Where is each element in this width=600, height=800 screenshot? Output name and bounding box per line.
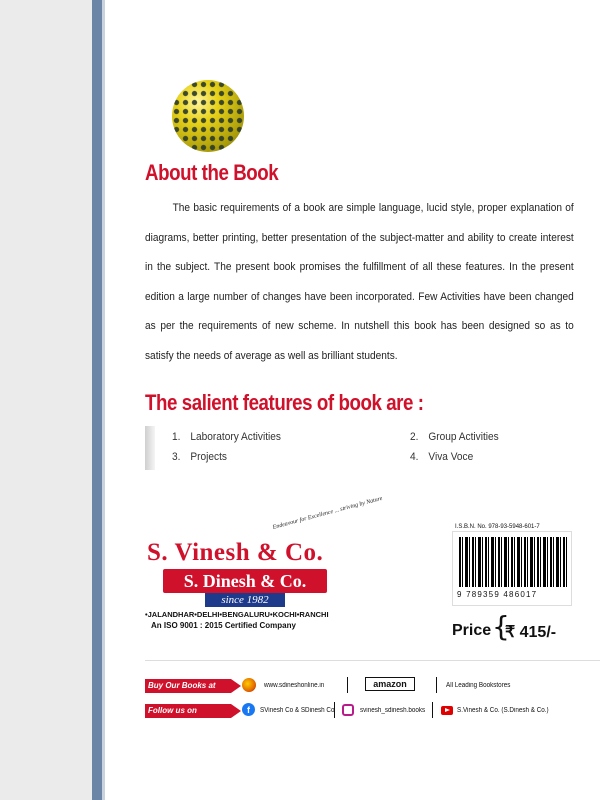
feature-num: 1. [172, 431, 181, 443]
blue-spine-bar [92, 0, 102, 800]
separator [347, 677, 348, 693]
publisher-since: since 1982 [205, 593, 285, 607]
publisher-cities: •JALANDHAR•DELHI•BENGALURU•KOCHI•RANCHI [145, 610, 329, 619]
feature-item [172, 451, 227, 463]
about-paragraph-text: The basic requirements of a book are simple language, lucid style, proper explanation of diagrams, better printing, better presentation of the subject-matter and ability to create interest in the subject. The present book promises the fulfillment of all these features. In the present edition a large number of changes have been incorporated. Few Activities have been changed as per the requirements of new scheme. In nutshell this book has been designed so as to satisfy the needs of average as well as brilliant students. [145, 202, 574, 362]
feature-label: Group Activities [428, 431, 499, 443]
globe-icon [242, 678, 256, 692]
price-value: ₹ 415/- [505, 624, 557, 641]
separator [432, 702, 433, 718]
price-brace: { [492, 610, 510, 643]
feature-label: Laboratory Activities [190, 431, 281, 443]
feature-num: 3. [172, 451, 181, 463]
barcode-digits: 9 789359 486017 [457, 590, 538, 599]
about-paragraph [145, 194, 574, 371]
youtube-icon[interactable] [441, 706, 453, 715]
publisher-iso: An ISO 9001 : 2015 Certified Company [151, 621, 296, 630]
barcode-bars [459, 537, 567, 587]
publisher-tagline: Endeavour for Excellence ... striving by Nature [272, 495, 384, 531]
ball-pattern [172, 80, 244, 152]
feature-item [410, 431, 499, 443]
feature-label: Projects [190, 451, 227, 463]
about-heading: About the Book [145, 160, 279, 185]
feature-num: 4. [410, 451, 419, 463]
publisher-name-vinesh: S. Vinesh & Co. [147, 539, 324, 566]
features-accent-bar [145, 426, 155, 470]
bookstores-text: All Leading Bookstores [446, 682, 511, 689]
spine-strip [0, 0, 92, 800]
price-label: Price [452, 622, 492, 639]
publisher-logo [145, 495, 384, 630]
feature-num: 2. [410, 431, 419, 443]
footer-divider [145, 660, 600, 661]
feature-label: Viva Voce [428, 451, 474, 463]
publisher-name-dinesh: S. Dinesh & Co. [163, 569, 327, 593]
decorative-ball-image [172, 80, 244, 152]
youtube-handle[interactable]: S.Vinesh & Co. (S.Dinesh & Co.) [457, 707, 549, 714]
feature-item [410, 451, 473, 463]
barcode [452, 531, 572, 606]
instagram-icon[interactable] [342, 704, 354, 716]
buy-books-tag: Buy Our Books at [145, 679, 231, 693]
instagram-handle[interactable]: svinesh_sdinesh.books [360, 707, 426, 714]
isbn-label: I.S.B.N. No. 978-93-5948-601-7 [455, 524, 540, 530]
separator [436, 677, 437, 693]
separator [334, 702, 335, 718]
feature-item [172, 431, 281, 443]
website-link[interactable]: www.sdineshonline.in [264, 682, 325, 689]
facebook-handle[interactable]: SVinesh Co & SDinesh Co [260, 707, 335, 714]
features-heading: The salient features of book are : [145, 390, 424, 415]
amazon-logo[interactable]: amazon [365, 677, 415, 691]
follow-us-tag: Follow us on [145, 704, 231, 718]
facebook-icon[interactable]: f [242, 703, 255, 716]
